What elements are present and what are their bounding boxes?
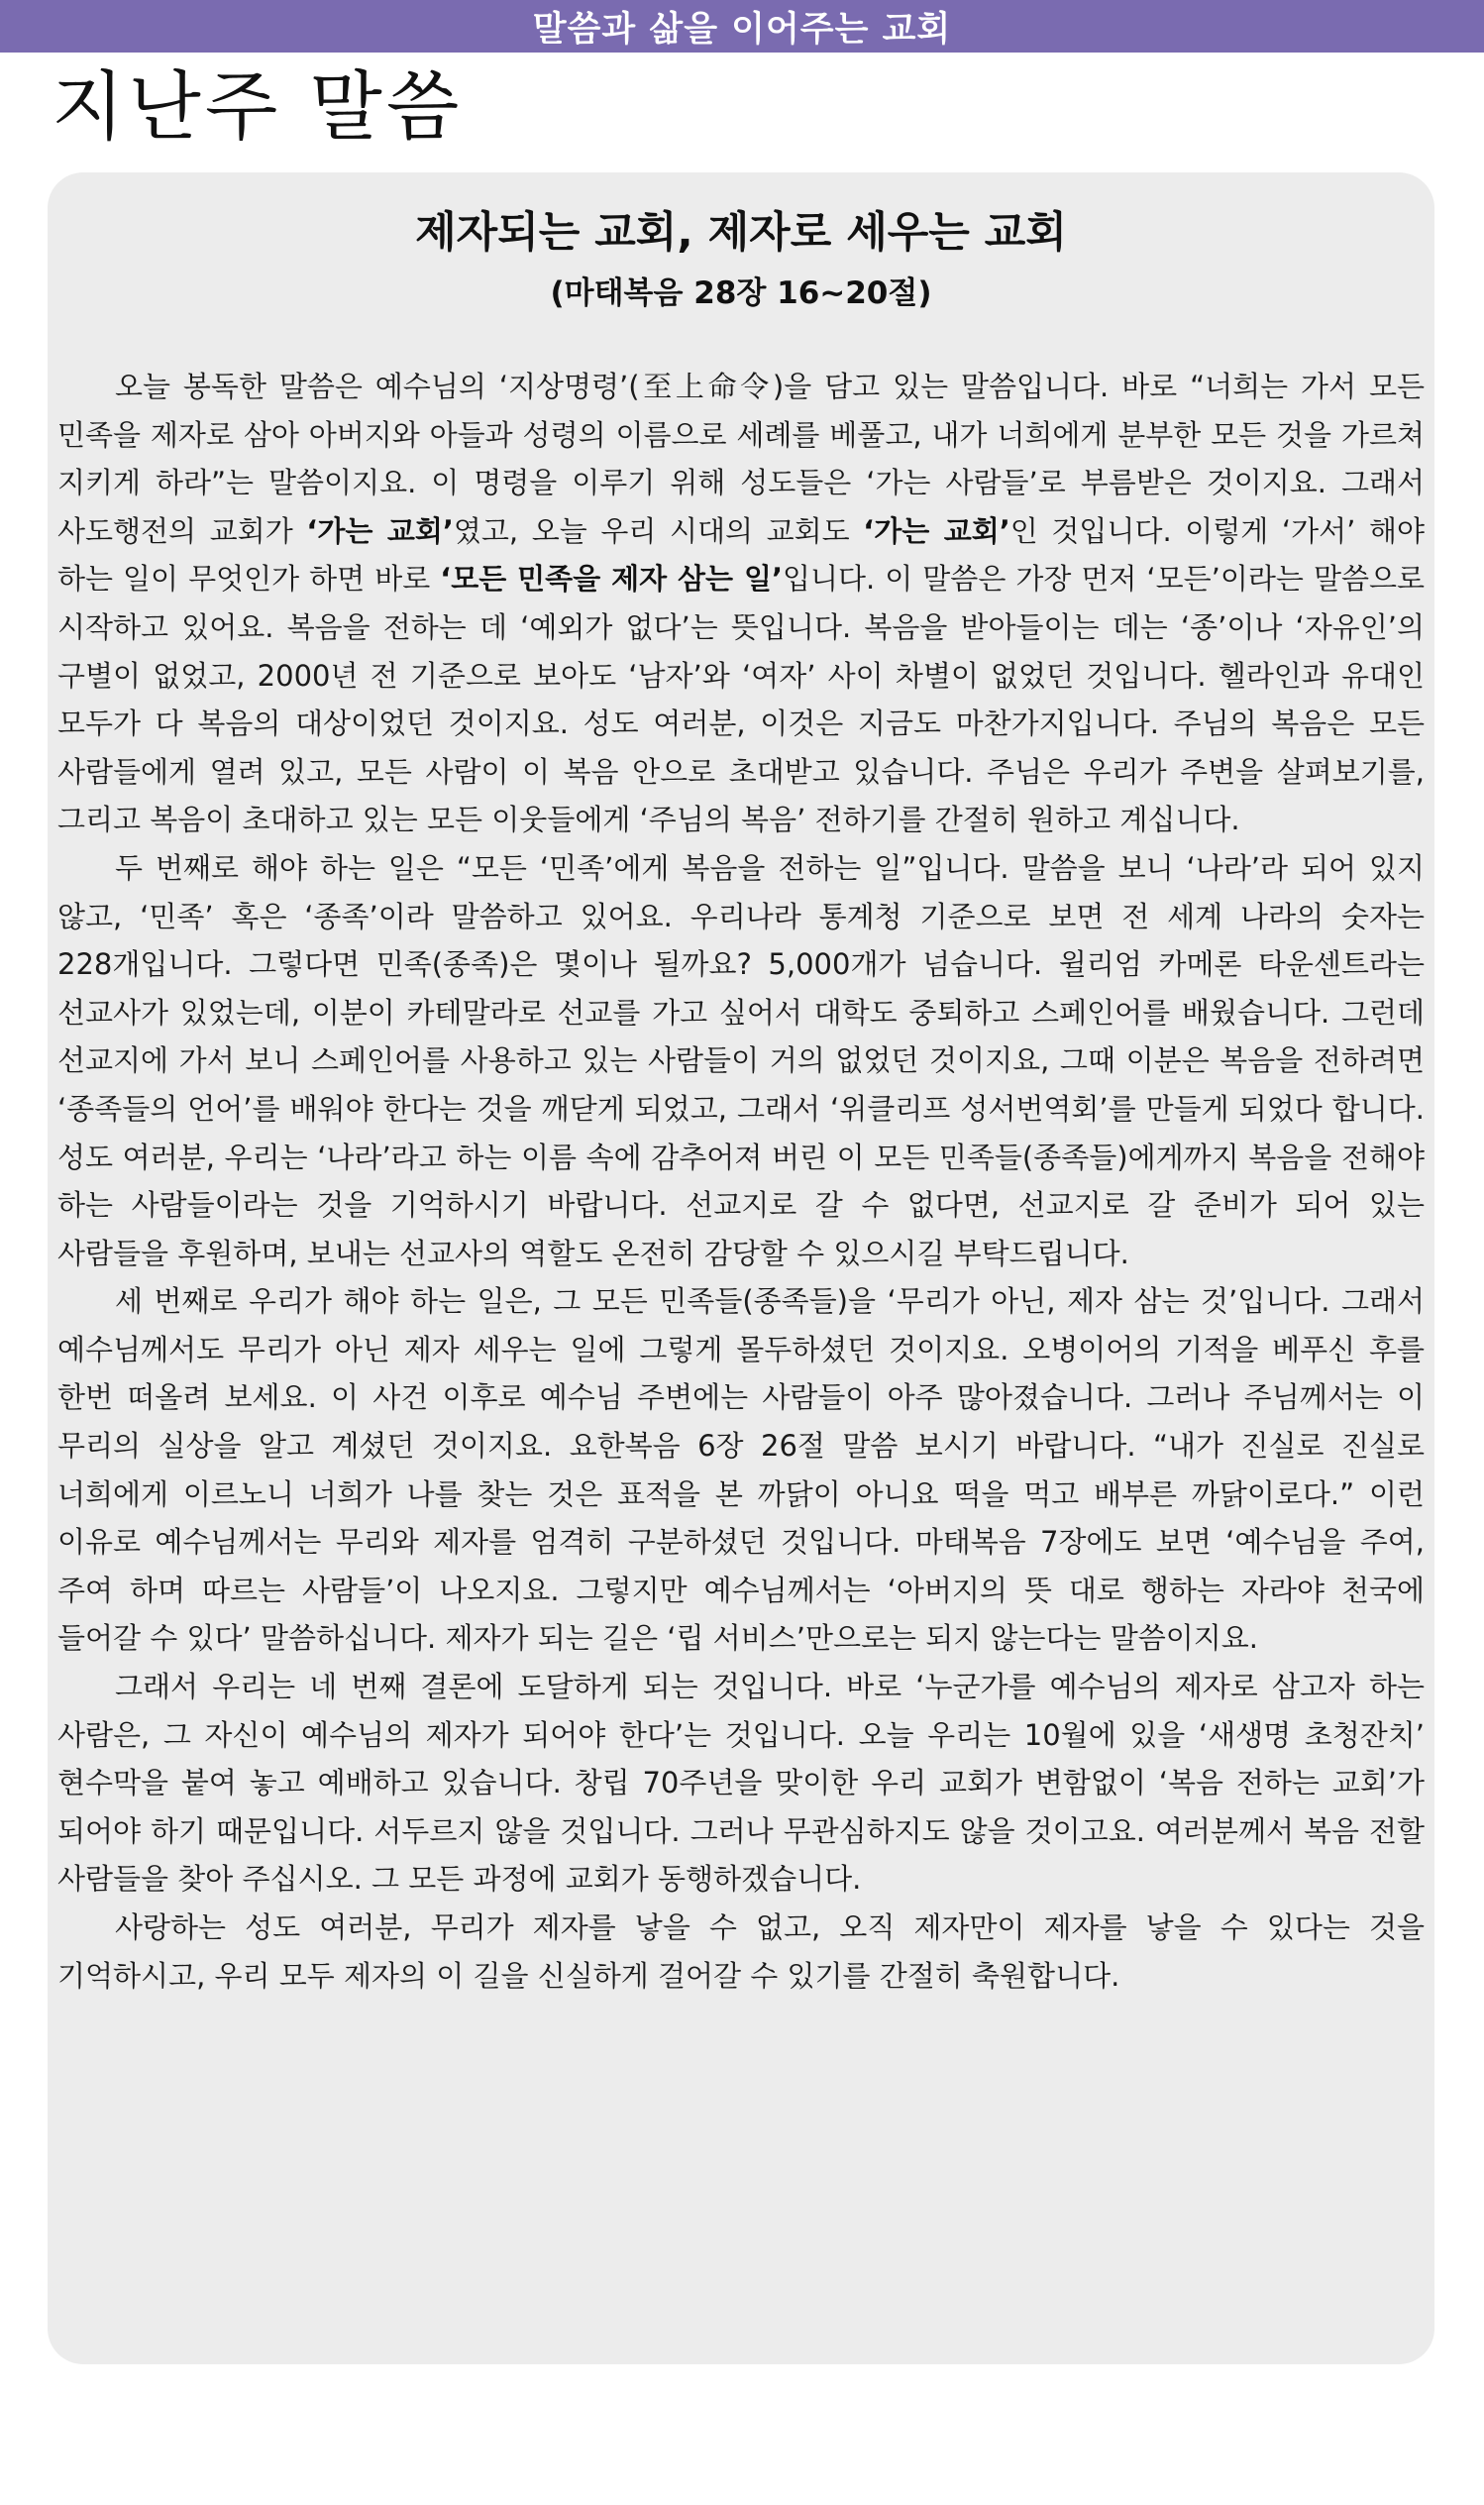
banner-text: 말씀과 삶을 이어주는 교회 bbox=[532, 9, 952, 50]
sermon-paragraph bbox=[57, 363, 1425, 844]
paragraph-text: 오늘 봉독한 말씀은 예수님의 ‘지상명령’(至上命令)을 담고 있는 말씀입니다. 바로 “너희는 가서 모든 민족을 제자로 삼아 아버지와 아들과 성령의 이름으로 세례를 베풀고, 내가 너희에게 분부한 모든 것을 가르쳐 지키게 하라”는 말씀이지요. 이 명령을 이루기 위해 성도들은 ‘가는 사람들’로 부름받은 것이지요. 그래서 사도행전의 교회가 bbox=[57, 370, 1425, 548]
paragraph-text: 그래서 우리는 네 번째 결론에 도달하게 되는 것입니다. 바로 ‘누군가를 예수님의 제자로 삼고자 하는 사람은, 그 자신이 예수님의 제자가 되어야 한다’는 것입니다. 오늘 우리는 10월에 있을 ‘새생명 초청잔치’ 현수막을 붙여 놓고 예배하고 있습니다. 창립 70주년을 맞이한 우리 교회가 변함없이 ‘복음 전하는 교회’가 되어야 하기 때문입니다. 서두르지 않을 것입니다. 그러나 무관심하지도 않을 것이고요. 여러분께서 복음 전할 사람들을 찾아 주십시오. 그 모든 과정에 교회가 동행하겠습니다. bbox=[57, 1670, 1425, 1897]
sermon-paragraph bbox=[57, 1277, 1425, 1663]
scripture-reference: (마태복음 28장 16~20절) bbox=[550, 275, 932, 311]
sermon-title: 제자되는 교회, 제자로 세우는 교회 bbox=[415, 208, 1067, 258]
paragraph-text: 사랑하는 성도 여러분, 무리가 제자를 낳을 수 없고, 오직 제자만이 제자를 낳을 수 있다는 것을 기억하시고, 우리 모두 제자의 이 길을 신실하게 걸어갈 수 있기를 간절히 축원합니다. bbox=[57, 1910, 1425, 1993]
paragraph-text: 인 것입니다. 이렇게 ‘가서’ 해야 하는 일이 무엇인가 하면 바로 bbox=[57, 513, 1425, 597]
header-banner bbox=[0, 0, 1484, 53]
paragraph-text: 였고, 오늘 우리 시대의 교회도 bbox=[453, 513, 864, 548]
sermon-paragraph bbox=[57, 844, 1425, 1277]
sermon-paragraph bbox=[57, 1904, 1425, 2000]
emphasis-text: ‘모든 민족을 제자 삼는 일’ bbox=[440, 562, 783, 597]
page-title: 지난주 말씀 bbox=[52, 62, 464, 151]
emphasis-text: ‘가는 교회’ bbox=[863, 513, 1010, 548]
emphasis-text: ‘가는 교회’ bbox=[306, 513, 454, 548]
sermon-body bbox=[57, 363, 1425, 2000]
paragraph-text: 세 번째로 우리가 해야 하는 일은, 그 모든 민족들(종족들)을 ‘무리가 아닌, 제자 삼는 것’입니다. 그래서 예수님께서도 무리가 아닌 제자 세우는 일에 그렇게 몰두하셨던 것이지요. 오병이어의 기적을 베푸신 후를 한번 떠올려 보세요. 이 사건 이후로 예수님 주변에는 사람들이 아주 많아졌습니다. 그러나 주님께서는 이 무리의 실상을 알고 계셨던 것이지요. 요한복음 6장 26절 말씀 보시기 바랍니다. “내가 진실로 진실로 너희에게 이르노니 너희가 나를 찾는 것은 표적을 본 까닭이 아니요 떡을 먹고 배부른 까닭이로다.” 이런 이유로 예수님께서는 무리와 제자를 엄격히 구분하셨던 것입니다. 마태복음 7장에도 보면 ‘예수님을 주여, 주여 하며 따르는 사람들’이 나오지요. 그렇지만 예수님께서는 ‘아버지의 뜻 대로 행하는 자라야 천국에 들어갈 수 있다’ 말씀하십니다. 제자가 되는 길은 ‘립 서비스’만으로는 되지 않는다는 말씀이지요. bbox=[57, 1284, 1425, 1656]
sermon-paragraph bbox=[57, 1663, 1425, 1904]
paragraph-text: 입니다. 이 말씀은 가장 먼저 ‘모든’이라는 말씀으로 시작하고 있어요. 복음을 전하는 데 ‘예외가 없다’는 뜻입니다. 복음을 받아들이는 데는 ‘종’이나 ‘자유인’의 구별이 없었고, 2000년 전 기준으로 보아도 ‘남자’와 ‘여자’ 사이 차별이 없었던 것입니다. 헬라인과 유대인 모두가 다 복음의 대상이었던 것이지요. 성도 여러분, 이것은 지금도 마찬가지입니다. 주님의 복음은 모든 사람들에게 열려 있고, 모든 사람이 이 복음 안으로 초대받고 있습니다. 주님은 우리가 주변을 살펴보기를, 그리고 복음이 초대하고 있는 모든 이웃들에게 ‘주님의 복음’ 전하기를 간절히 원하고 계십니다. bbox=[57, 562, 1425, 837]
paragraph-text: 두 번째로 해야 하는 일은 “모든 ‘민족’에게 복음을 전하는 일”입니다. 말씀을 보니 ‘나라’라 되어 있지 않고, ‘민족’ 혹은 ‘종족’이라 말씀하고 있어요. 우리나라 통계청 기준으로 보면 전 세계 나라의 숫자는 228개입니다. 그렇다면 민족(종족)은 몇이나 될까요? 5,000개가 넘습니다. 윌리엄 카메론 타운센트라는 선교사가 있었는데, 이분이 카테말라로 선교를 가고 싶어서 대학도 중퇴하고 스페인어를 배웠습니다. 그런데 선교지에 가서 보니 스페인어를 사용하고 있는 사람들이 거의 없었던 것이지요, 그때 이분은 복음을 전하려면 ‘종족들의 언어’를 배워야 한다는 것을 깨닫게 되었고, 그래서 ‘위클리프 성서번역회’를 만들게 되었다 합니다. 성도 여러분, 우리는 ‘나라’라고 하는 이름 속에 감추어져 버린 이 모든 민족들(종족들)에게까지 복음을 전해야 하는 사람들이라는 것을 기억하시기 바랍니다. 선교지로 갈 수 없다면, 선교지로 갈 준비가 되어 있는 사람들을 후원하며, 보내는 선교사의 역할도 온전히 감당할 수 있으시길 부탁드립니다. bbox=[57, 850, 1425, 1270]
sermon-card bbox=[48, 172, 1434, 2364]
